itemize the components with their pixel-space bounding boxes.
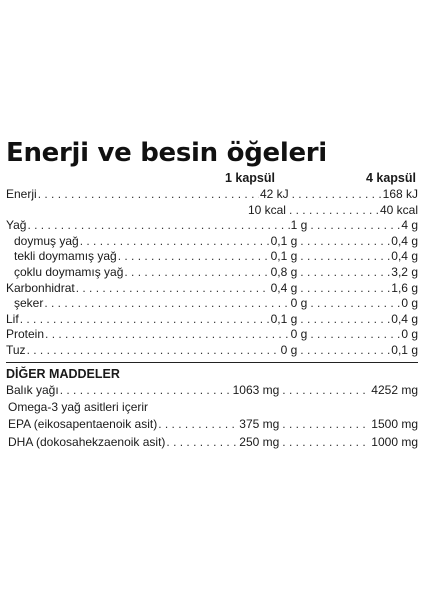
value-1-capsule: 375 mg — [239, 417, 280, 432]
nutrient-label: Protein — [6, 327, 45, 342]
nutrient-label: Yağ — [6, 218, 27, 233]
nutrient-row-fibre — [6, 312, 418, 328]
value-1-capsule: 0,1 g — [270, 249, 298, 264]
dot-leader — [45, 327, 290, 343]
dot-leader — [282, 382, 370, 399]
value-4-capsules: 1000 mg — [371, 434, 418, 449]
dot-leader — [44, 296, 289, 312]
dot-leader — [300, 234, 390, 250]
value-4-capsules: 4 g — [401, 218, 418, 233]
dot-leader — [282, 416, 370, 433]
value-4-capsules: 0,4 g — [391, 233, 418, 248]
nutrient-row-polyunsaturated-fat — [6, 265, 418, 281]
other-row-epa — [6, 416, 418, 433]
value-4-capsules: 0,4 g — [391, 249, 418, 264]
dot-leader — [80, 234, 270, 250]
value-1-capsule: 0,1 g — [270, 311, 298, 326]
value-4-capsules: 0 g — [401, 327, 418, 342]
dot-leader — [300, 249, 390, 265]
dot-leader — [76, 281, 270, 297]
other-row-fish-oil — [6, 382, 418, 399]
nutrient-row-energy-kcal — [6, 203, 418, 219]
dot-leader — [27, 218, 289, 234]
dot-leader — [124, 265, 269, 281]
column-header-1-capsule: 1 kapsül — [224, 171, 275, 185]
dot-leader — [282, 434, 370, 451]
other-substances-rows — [6, 382, 418, 452]
dot-leader — [289, 203, 379, 219]
nutrient-label: Lif — [6, 311, 19, 326]
dot-leader — [60, 382, 232, 399]
value-1-capsule: 1 g — [290, 218, 308, 233]
nutrient-row-salt — [6, 343, 418, 359]
value-1-capsule: 10 kcal — [247, 202, 286, 217]
dot-leader — [38, 187, 259, 203]
value-4-capsules: 4252 mg — [371, 382, 418, 397]
dot-leader — [166, 434, 238, 451]
dot-leader — [118, 249, 270, 265]
dot-leader — [292, 187, 382, 203]
dot-leader — [158, 416, 238, 433]
substance-label: DHA (dokosahekzaenoik asit) — [8, 434, 166, 449]
value-1-capsule: 0 g — [290, 327, 308, 342]
dot-leader — [300, 343, 390, 359]
nutrient-label: şeker — [14, 296, 44, 311]
nutrient-label: doymuş yağ — [14, 233, 79, 248]
nutrient-row-carbohydrate — [6, 281, 418, 297]
page-title: Enerji ve besin öğeleri — [6, 138, 327, 168]
nutrient-label: çoklu doymamış yağ — [14, 264, 124, 279]
nutrient-label: Karbonhidrat — [6, 280, 75, 295]
nutrient-row-protein — [6, 327, 418, 343]
value-4-capsules: 0,1 g — [391, 342, 418, 357]
other-substances-heading: DİĞER MADDELER — [6, 366, 120, 381]
dot-leader — [300, 281, 390, 297]
nutrient-label: Enerji — [6, 187, 37, 201]
nutrition-table — [6, 187, 418, 451]
section-divider — [6, 362, 418, 363]
dot-leader — [20, 312, 270, 328]
nutrient-row-monounsaturated-fat — [6, 249, 418, 265]
other-row-dha — [6, 434, 418, 451]
value-4-capsules: 168 kJ — [382, 187, 418, 201]
value-1-capsule: 250 mg — [239, 434, 280, 449]
value-1-capsule: 0,4 g — [270, 280, 298, 295]
dot-leader — [300, 312, 390, 328]
value-1-capsule: 0 g — [280, 342, 298, 357]
nutrient-row-fat — [6, 218, 418, 234]
column-header-4-capsules: 4 kapsül — [365, 171, 416, 185]
value-4-capsules: 0 g — [401, 296, 418, 311]
value-1-capsule: 0,1 g — [270, 233, 298, 248]
nutrient-row-energy-kj — [6, 187, 418, 203]
value-4-capsules: 3,2 g — [391, 264, 418, 279]
value-1-capsule: 0,8 g — [270, 264, 298, 279]
substance-label: Balık yağı — [6, 382, 59, 397]
nutrient-row-saturated-fat — [6, 234, 418, 250]
nutrient-rows — [6, 187, 418, 359]
value-1-capsule: 42 kJ — [259, 187, 289, 201]
value-1-capsule: 1063 mg — [232, 382, 280, 397]
dot-leader — [310, 296, 400, 312]
omega-3-note: Omega-3 yağ asitleri içerir — [8, 399, 149, 414]
nutrient-row-sugar — [6, 296, 418, 312]
substance-label: EPA (eikosapentaenoik asit) — [8, 417, 158, 432]
dot-leader — [27, 343, 280, 359]
value-4-capsules: 40 kcal — [379, 202, 418, 217]
dot-leader — [300, 265, 390, 281]
value-4-capsules: 1500 mg — [371, 417, 418, 432]
value-4-capsules: 1,6 g — [391, 280, 418, 295]
nutrient-label: Tuz — [6, 342, 26, 357]
value-1-capsule: 0 g — [290, 296, 308, 311]
nutrient-label: tekli doymamış yağ — [14, 249, 117, 264]
value-4-capsules: 0,4 g — [391, 311, 418, 326]
dot-leader — [310, 218, 400, 234]
dot-leader — [310, 327, 400, 343]
